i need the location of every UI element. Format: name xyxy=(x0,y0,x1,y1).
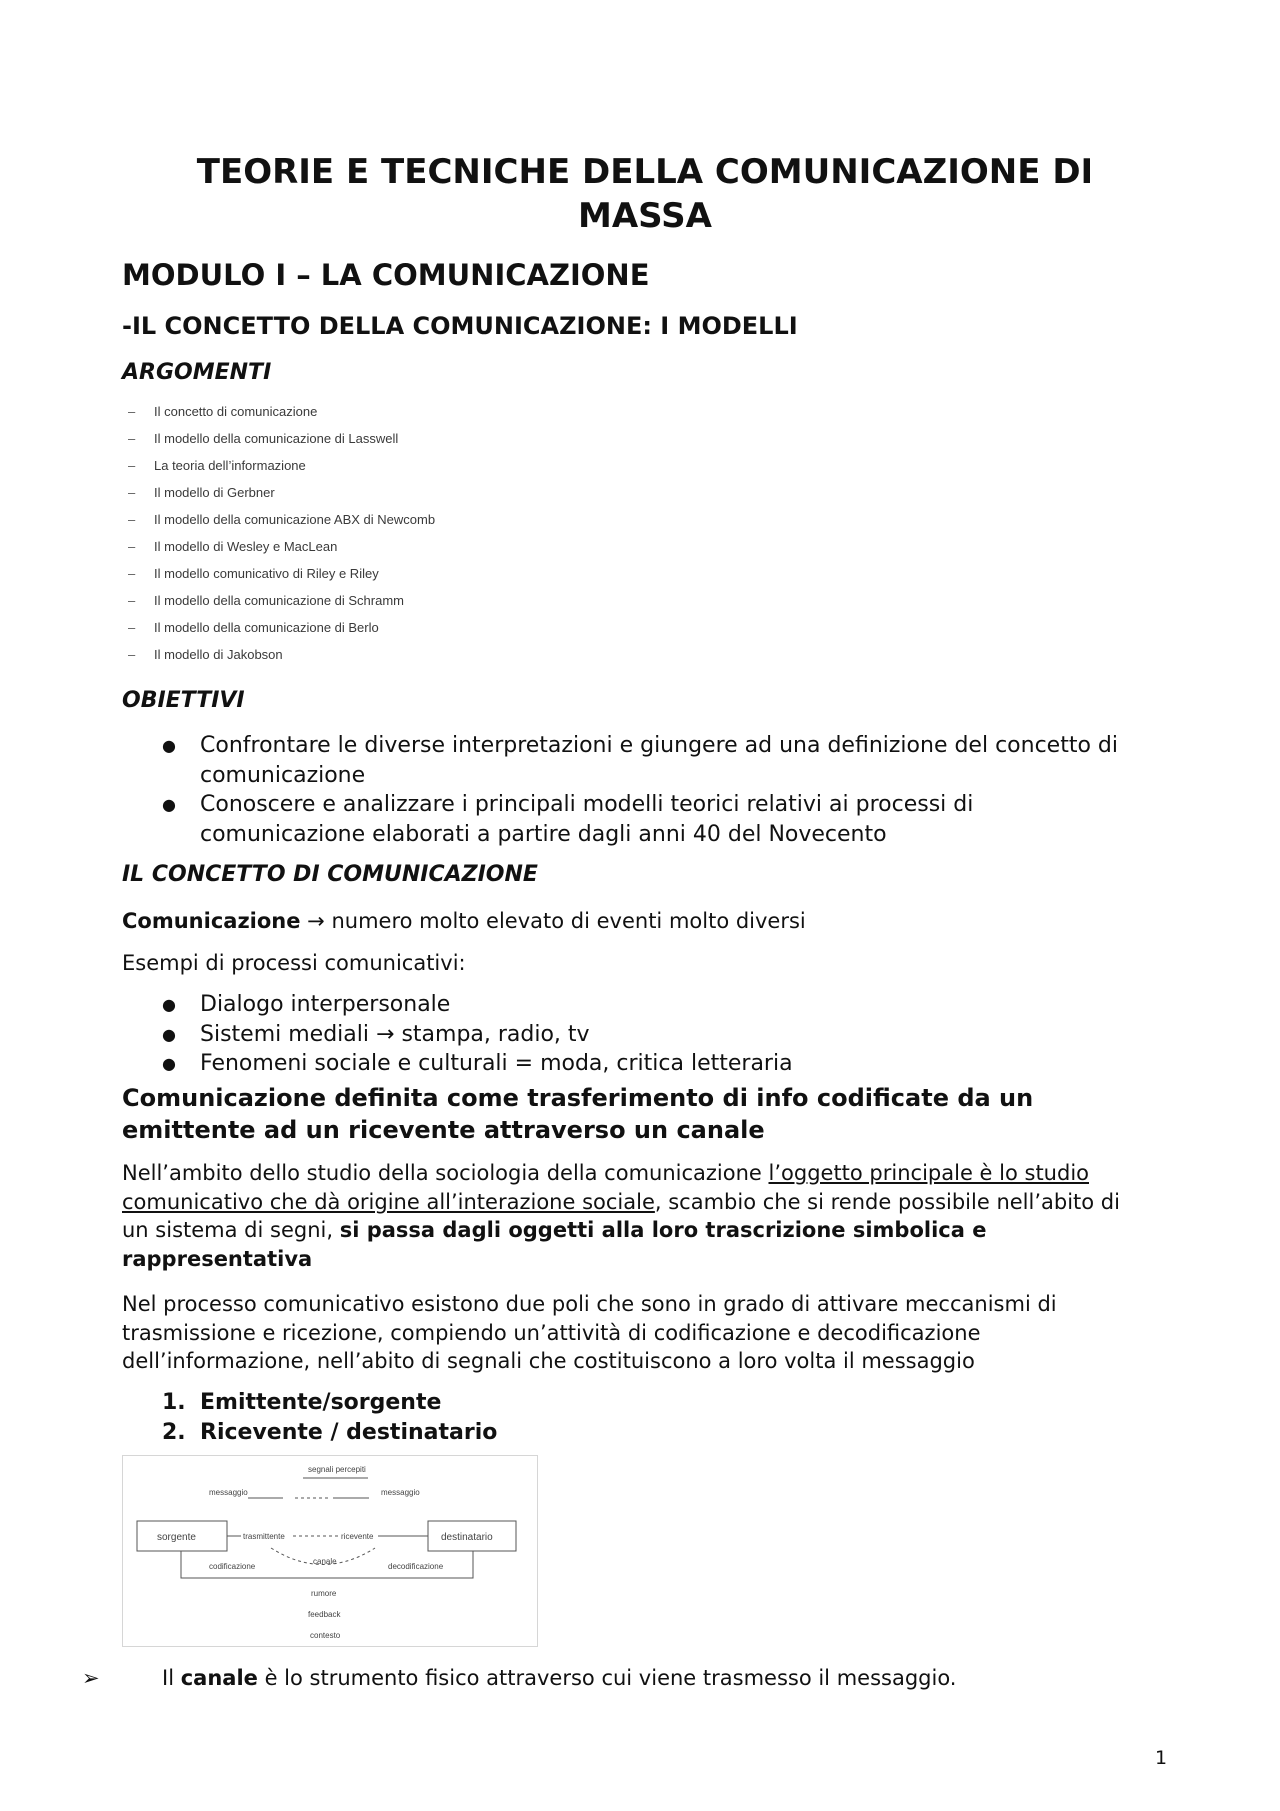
communication-model-diagram xyxy=(122,1455,538,1647)
list-item: ● Confrontare le diverse interpretazioni e giungere ad una definizione del concetto di comunicazione xyxy=(162,733,1118,788)
diagram-label-feedback: feedback xyxy=(308,1610,341,1619)
diagram-label-messaggio-right: messaggio xyxy=(381,1488,420,1497)
diagram-label-rumore: rumore xyxy=(311,1589,337,1598)
definition-bold: Comunicazione definita come trasferimento di info codificate da un emittente ad un ricevente attraverso un canale xyxy=(122,1084,1034,1144)
diagram-label-destinatario: destinatario xyxy=(441,1532,493,1543)
list-item: ● Dialogo interpersonale xyxy=(122,990,1122,1020)
diagram-label-codificazione: codificazione xyxy=(209,1562,256,1571)
examples-list xyxy=(122,990,1122,1079)
arrow-right-icon: → xyxy=(376,1021,395,1047)
diagram-label-decodificazione: decodificazione xyxy=(388,1562,444,1571)
arrow-right-icon: → xyxy=(307,909,325,933)
module-heading: MODULO I – LA COMUNICAZIONE xyxy=(122,258,650,292)
topic-item: – Il modello della comunicazione di Schramm xyxy=(128,593,405,608)
diagram-label-sorgente: sorgente xyxy=(157,1532,196,1543)
list-item: 2. Ricevente / destinatario xyxy=(162,1419,498,1445)
topics-list-image xyxy=(128,404,488,674)
arrowhead-bullet-icon: ➢ xyxy=(82,1666,100,1690)
bullet-icon: ● xyxy=(162,736,176,755)
list-item: ● Fenomeni sociale e culturali = moda, critica letteraria xyxy=(122,1049,1122,1079)
canale-note: ➢ Il canale è lo strumento fisico attraverso cui viene trasmesso il messaggio. xyxy=(122,1664,1152,1693)
paragraph-2: Nel processo comunicativo esistono due poli che sono in grado di attivare meccanismi di trasmissione e ricezione, compiendo un’attività di codificazione e decodificazione dell’informazione, nell’abito di segnali che costituiscono a loro volta il messaggio xyxy=(122,1292,1057,1373)
list-item: ● Sistemi mediali → stampa, radio, tv xyxy=(122,1020,1122,1050)
bullet-icon: ● xyxy=(162,795,176,814)
obiettivi-list xyxy=(122,731,1122,849)
poles-list xyxy=(122,1388,1122,1447)
document-title: TEORIE E TECNICHE DELLA COMUNICAZIONE DI MASSA xyxy=(196,152,1094,236)
diagram-label-canale: canale xyxy=(313,1557,337,1566)
diagram-label-segnali-percepiti: segnali percepiti xyxy=(308,1465,366,1474)
paragraph-1: Nell’ambito dello studio della sociologia della comunicazione l’oggetto principale è lo studio comunicativo che dà origine all’interazione sociale, scambio che si rende possibile nell’abito di un sistema di segni, si passa dagli oggetti alla loro trascrizione simbolica e rappresentativa xyxy=(122,1161,1120,1271)
diagram-label-trasmittente: trasmittente xyxy=(243,1532,285,1541)
page-number: 1 xyxy=(1155,1747,1168,1769)
topic-item: – Il modello della comunicazione di Berlo xyxy=(128,620,379,635)
concetto-heading: IL CONCETTO DI COMUNICAZIONE xyxy=(122,862,538,887)
definition-line: Comunicazione → numero molto elevato di eventi molto diversi xyxy=(122,909,806,933)
list-item: 1. Emittente/sorgente xyxy=(162,1390,442,1415)
topic-item: – Il modello di Wesley e MacLean xyxy=(128,539,338,554)
topic-item: – Il modello della comunicazione ABX di Newcomb xyxy=(128,512,436,527)
topic-item: – Il concetto di comunicazione xyxy=(128,404,318,419)
bullet-icon: ● xyxy=(162,1024,176,1044)
bullet-icon: ● xyxy=(162,995,176,1014)
diagram-label-ricevente: ricevente xyxy=(341,1532,374,1541)
topic-item: – Il modello di Jakobson xyxy=(128,647,283,662)
list-item: ● Conoscere e analizzare i principali modelli teorici relativi ai processi di comunicazione elaborati a partire dagli anni 40 del Novecento xyxy=(162,792,974,847)
section-heading: -IL CONCETTO DELLA COMUNICAZIONE: I MODELLI xyxy=(122,312,798,340)
topic-item: – Il modello comunicativo di Riley e Riley xyxy=(128,566,379,581)
examples-intro: Esempi di processi comunicativi: xyxy=(122,951,466,975)
bullet-icon: ● xyxy=(162,1054,176,1073)
topic-item: – Il modello di Gerbner xyxy=(128,485,275,500)
topic-item: – Il modello della comunicazione di Lasswell xyxy=(128,431,399,446)
topic-item: – La teoria dell’informazione xyxy=(128,458,306,473)
diagram-label-messaggio-left: messaggio xyxy=(209,1488,248,1497)
diagram-label-contesto: contesto xyxy=(310,1631,341,1640)
obiettivi-heading: OBIETTIVI xyxy=(122,688,245,713)
argomenti-heading: ARGOMENTI xyxy=(122,360,272,385)
